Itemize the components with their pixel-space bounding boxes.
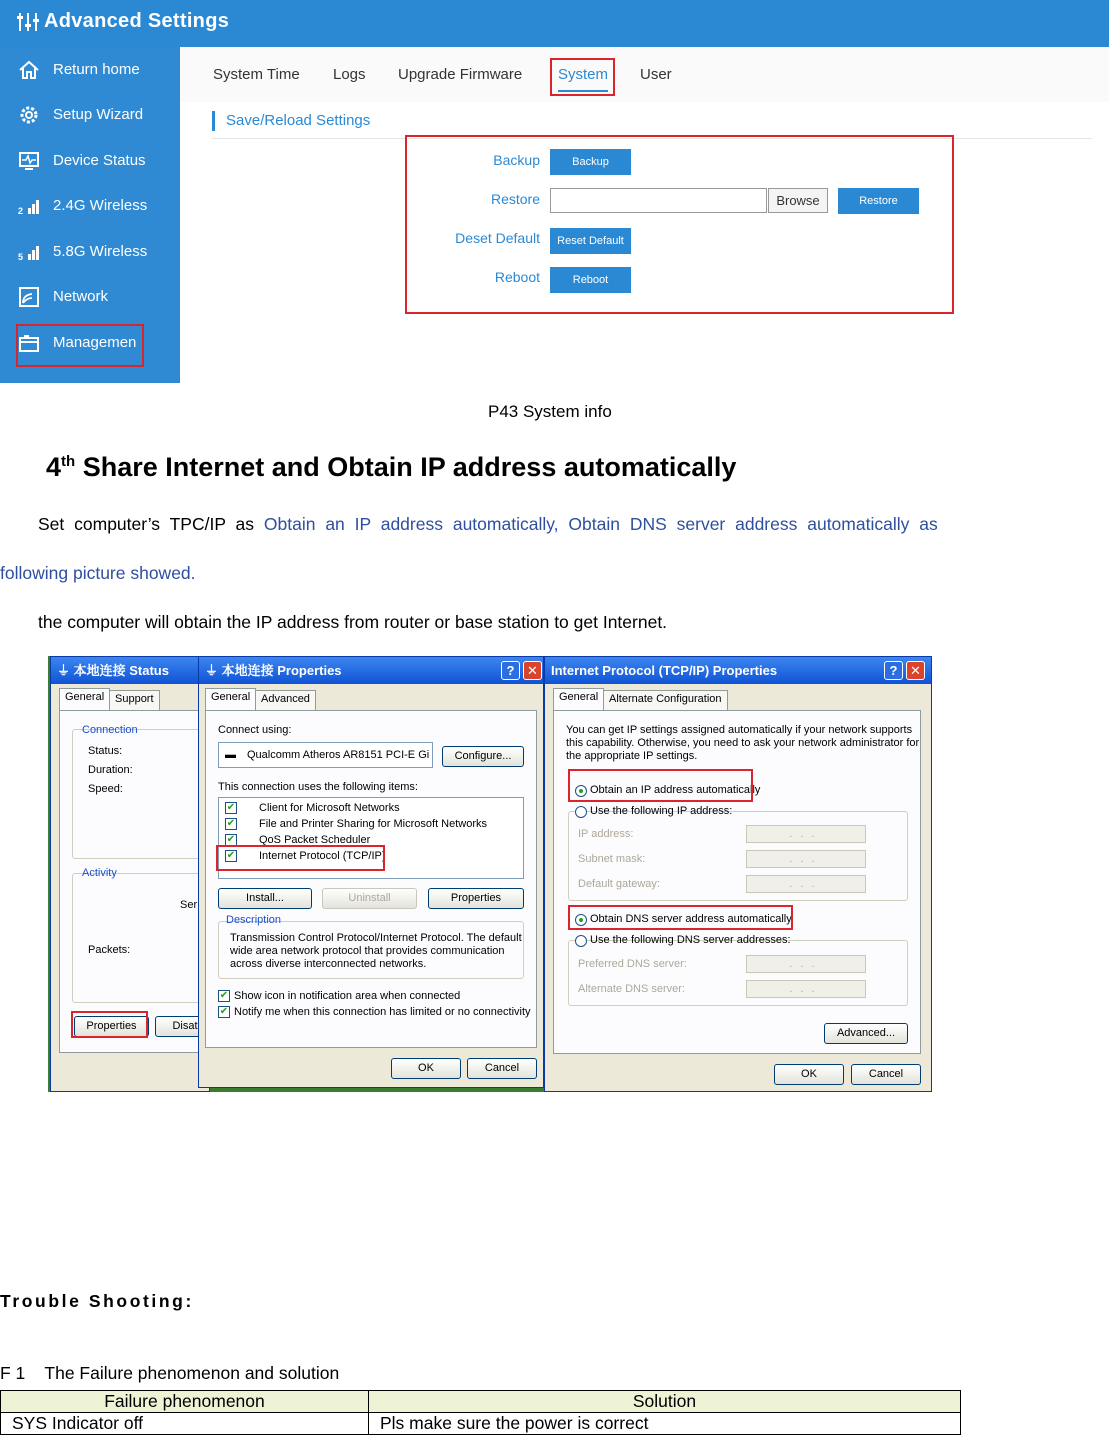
backup-label: Backup	[493, 152, 540, 168]
description-line: Transmission Control Protocol/Internet Protocol. The default	[230, 932, 522, 944]
help-icon[interactable]: ?	[884, 661, 903, 680]
description-line: wide area network protocol that provides communication	[230, 945, 505, 957]
sidebar-item-device-status[interactable]	[0, 140, 180, 184]
use-ip-radio[interactable]	[575, 806, 587, 818]
settings-sliders-icon	[16, 10, 40, 34]
sidebar-item-label: Setup Wizard	[53, 106, 144, 123]
properties-dialog	[198, 656, 544, 1088]
svg-text:2: 2	[18, 206, 24, 216]
show-icon-label: Show icon in notification area when connected	[234, 990, 461, 1002]
activity-group	[72, 873, 212, 1003]
sent-label: Ser	[180, 899, 198, 911]
table-cell: Pls make sure the power is correct	[369, 1413, 961, 1435]
app-title: Advanced Settings	[44, 10, 230, 32]
status-panel	[59, 710, 211, 1053]
reset-default-label: Deset Default	[455, 230, 540, 246]
troubleshooting-heading: Trouble Shooting:	[0, 1291, 194, 1311]
highlight-obtain-dns	[568, 905, 793, 930]
close-icon[interactable]: ✕	[906, 661, 925, 680]
intro-line: You can get IP settings assigned automatically if your network supports	[566, 724, 913, 736]
heading-number: 4	[46, 452, 62, 482]
checkbox[interactable]: ✔	[226, 850, 236, 861]
close-icon[interactable]: ✕	[523, 661, 542, 680]
alternate-dns-label: Alternate DNS server:	[578, 983, 685, 995]
highlight-obtain-ip	[568, 769, 753, 802]
intro-line: the appropriate IP settings.	[566, 750, 698, 762]
uninstall-button[interactable]: Uninstall	[322, 888, 417, 909]
network-icon: ⏚	[57, 663, 74, 678]
instruction-paragraph	[38, 514, 938, 535]
sidebar-item-network[interactable]	[0, 276, 180, 320]
adapter-field	[218, 742, 433, 768]
tab-general[interactable]: General	[553, 688, 604, 711]
preferred-dns-input[interactable]: ...	[746, 955, 866, 973]
sidebar-item-label: Network	[53, 288, 109, 305]
browse-button[interactable]: Browse	[768, 188, 828, 213]
tab-general[interactable]: General	[59, 688, 110, 711]
use-dns-label: Use the following DNS server addresses:	[590, 934, 791, 946]
sidebar-item-setup-wizard[interactable]	[0, 94, 180, 138]
list-item[interactable]: Client for Microsoft Networks	[259, 802, 400, 814]
adapter-icon: ▬	[225, 749, 236, 761]
router-admin-screenshot	[0, 0, 1109, 383]
tab-general[interactable]: General	[205, 688, 256, 711]
table-row	[1, 1413, 961, 1435]
explanation-paragraph: the computer will obtain the IP address from router or base station to get Internet.	[38, 612, 668, 632]
tab-system[interactable]: System	[558, 66, 609, 83]
highlight-properties-button	[71, 1011, 148, 1038]
list-item-tcpip[interactable]: Internet Protocol (TCP/IP)	[259, 850, 386, 862]
tab-advanced[interactable]: Advanced	[255, 690, 316, 710]
sidebar-item-24g-wireless[interactable]	[0, 185, 180, 229]
ip-address-input[interactable]: ...	[746, 825, 866, 843]
tcpip-dialog-title: Internet Protocol (TCP/IP) Properties	[545, 657, 931, 684]
packets-label: Packets:	[88, 944, 131, 956]
network-icon: ⏚	[205, 663, 222, 678]
signal-58g-icon	[18, 241, 40, 263]
restore-button[interactable]: Restore	[838, 188, 919, 214]
advanced-button[interactable]: Advanced...	[824, 1023, 908, 1044]
properties-dialog-title	[199, 657, 543, 684]
tab-logs[interactable]: Logs	[333, 66, 366, 83]
subnet-mask-input[interactable]: ...	[746, 850, 866, 868]
top-bar	[0, 0, 1109, 47]
properties-button[interactable]: Properties	[428, 888, 524, 909]
sidebar-item-label: Device Status	[53, 152, 146, 169]
instruction-highlight: Obtain an IP address automatically, Obtain DNS server address automatically as	[263, 514, 938, 534]
checkbox[interactable]: ✔	[226, 834, 236, 845]
heading-ordinal: th	[61, 453, 76, 470]
gear-icon	[18, 104, 40, 126]
ok-button[interactable]: OK	[391, 1058, 461, 1079]
sidebar-item-label: Return home	[53, 61, 140, 78]
use-ip-label: Use the following IP address:	[590, 805, 733, 817]
activity-label: Activity	[82, 867, 117, 879]
install-button[interactable]: Install...	[218, 888, 312, 909]
svg-text:5: 5	[18, 252, 24, 262]
cancel-button[interactable]: Cancel	[467, 1058, 537, 1079]
reset-default-button[interactable]: Reset Default	[550, 228, 631, 254]
section-marker	[212, 111, 215, 131]
adapter-name: Qualcomm Atheros AR8151 PCI-E Gi	[247, 749, 430, 761]
checkbox[interactable]: ✔	[226, 802, 236, 813]
section-heading	[46, 452, 736, 483]
signal-24g-icon	[18, 195, 40, 217]
checkbox[interactable]: ✔	[226, 818, 236, 829]
highlight-settings-panel	[405, 135, 954, 314]
backup-button[interactable]: Backup	[550, 149, 631, 175]
status-properties-button[interactable]: Properties	[74, 1016, 149, 1037]
status-dialog-title-text: 本地连接 Status	[73, 663, 169, 678]
status-label: Status:	[88, 745, 123, 757]
table-caption: F 1 The Failure phenomenon and solution	[0, 1363, 340, 1383]
description-label: Description	[226, 914, 282, 926]
table-cell: SYS Indicator off	[1, 1413, 369, 1435]
properties-panel	[205, 710, 537, 1048]
column-header: Failure phenomenon	[1, 1391, 369, 1413]
notify-checkbox[interactable]: ✔	[219, 1006, 229, 1017]
tab-bar	[180, 47, 1109, 102]
intro-line: this capability. Otherwise, you need to ask your network administrator for	[566, 737, 920, 749]
preferred-dns-label: Preferred DNS server:	[578, 958, 687, 970]
tcpip-panel	[553, 710, 921, 1054]
properties-dialog-title-text: 本地连接 Properties	[221, 663, 342, 678]
section-title: Save/Reload Settings	[226, 112, 371, 129]
obtain-dns-label: Obtain DNS server address automatically	[590, 913, 792, 925]
tab-upgrade-firmware[interactable]: Upgrade Firmware	[398, 66, 523, 83]
restore-label: Restore	[490, 191, 540, 207]
tab-support[interactable]: Support	[109, 690, 160, 710]
table-header-row	[1, 1391, 961, 1413]
instruction-lead: Set computer’s TPC/IP as	[38, 514, 264, 534]
ok-button[interactable]: OK	[774, 1064, 844, 1085]
monitor-icon	[18, 150, 40, 172]
home-icon	[18, 59, 40, 81]
sidebar-item-return-home[interactable]	[0, 49, 180, 93]
list-item[interactable]: File and Printer Sharing for Microsoft Networks	[259, 818, 488, 830]
instruction-continuation: following picture showed.	[0, 563, 196, 583]
subnet-mask-label: Subnet mask:	[578, 853, 646, 865]
highlight-management	[16, 324, 144, 367]
tcpip-dialog	[544, 656, 932, 1092]
connect-using-label: Connect using:	[218, 724, 292, 736]
windows-dialogs-screenshot	[48, 656, 932, 1092]
notify-label: Notify me when this connection has limited or no connectivity	[234, 1006, 531, 1018]
default-gateway-label: Default gateway:	[578, 878, 660, 890]
heading-text: Share Internet and Obtain IP address automatically	[75, 452, 737, 482]
speed-label: Speed:	[88, 783, 123, 795]
alternate-dns-input[interactable]: ...	[746, 980, 866, 998]
tab-user[interactable]: User	[640, 66, 672, 83]
sidebar-item-label: Managemen	[53, 334, 137, 351]
reboot-button[interactable]: Reboot	[550, 267, 631, 293]
list-item[interactable]: QoS Packet Scheduler	[259, 834, 371, 846]
tab-system-time[interactable]: System Time	[213, 66, 300, 83]
status-dialog-title	[51, 657, 209, 684]
items-label: This connection uses the following items:	[218, 781, 418, 793]
tab-alternate-configuration[interactable]: Alternate Configuration	[603, 690, 728, 710]
show-icon-checkbox[interactable]: ✔	[219, 990, 229, 1001]
configure-button[interactable]: Configure...	[442, 746, 524, 767]
column-header: Solution	[369, 1391, 961, 1413]
sidebar-item-label: 2.4G Wireless	[53, 197, 148, 214]
failure-table	[0, 1390, 961, 1435]
ip-address-label: IP address:	[578, 828, 634, 840]
highlight-system-tab	[550, 58, 615, 96]
cancel-button[interactable]: Cancel	[851, 1064, 921, 1085]
description-line: across diverse interconnected networks.	[230, 958, 427, 970]
sidebar-item-58g-wireless[interactable]	[0, 231, 180, 275]
reboot-label: Reboot	[494, 269, 540, 285]
obtain-ip-label: Obtain an IP address automatically	[590, 784, 761, 796]
duration-label: Duration:	[88, 764, 133, 776]
sidebar-item-label: 5.8G Wireless	[53, 243, 148, 260]
highlight-tcpip-item	[216, 845, 385, 871]
default-gateway-input[interactable]: ...	[746, 875, 866, 893]
disable-button[interactable]: Disat	[155, 1016, 215, 1037]
connection-label: Connection	[82, 724, 138, 736]
help-icon[interactable]: ?	[501, 661, 520, 680]
network-icon	[18, 286, 40, 308]
figure-caption: P43 System info	[488, 402, 612, 421]
use-dns-radio[interactable]	[575, 935, 587, 947]
